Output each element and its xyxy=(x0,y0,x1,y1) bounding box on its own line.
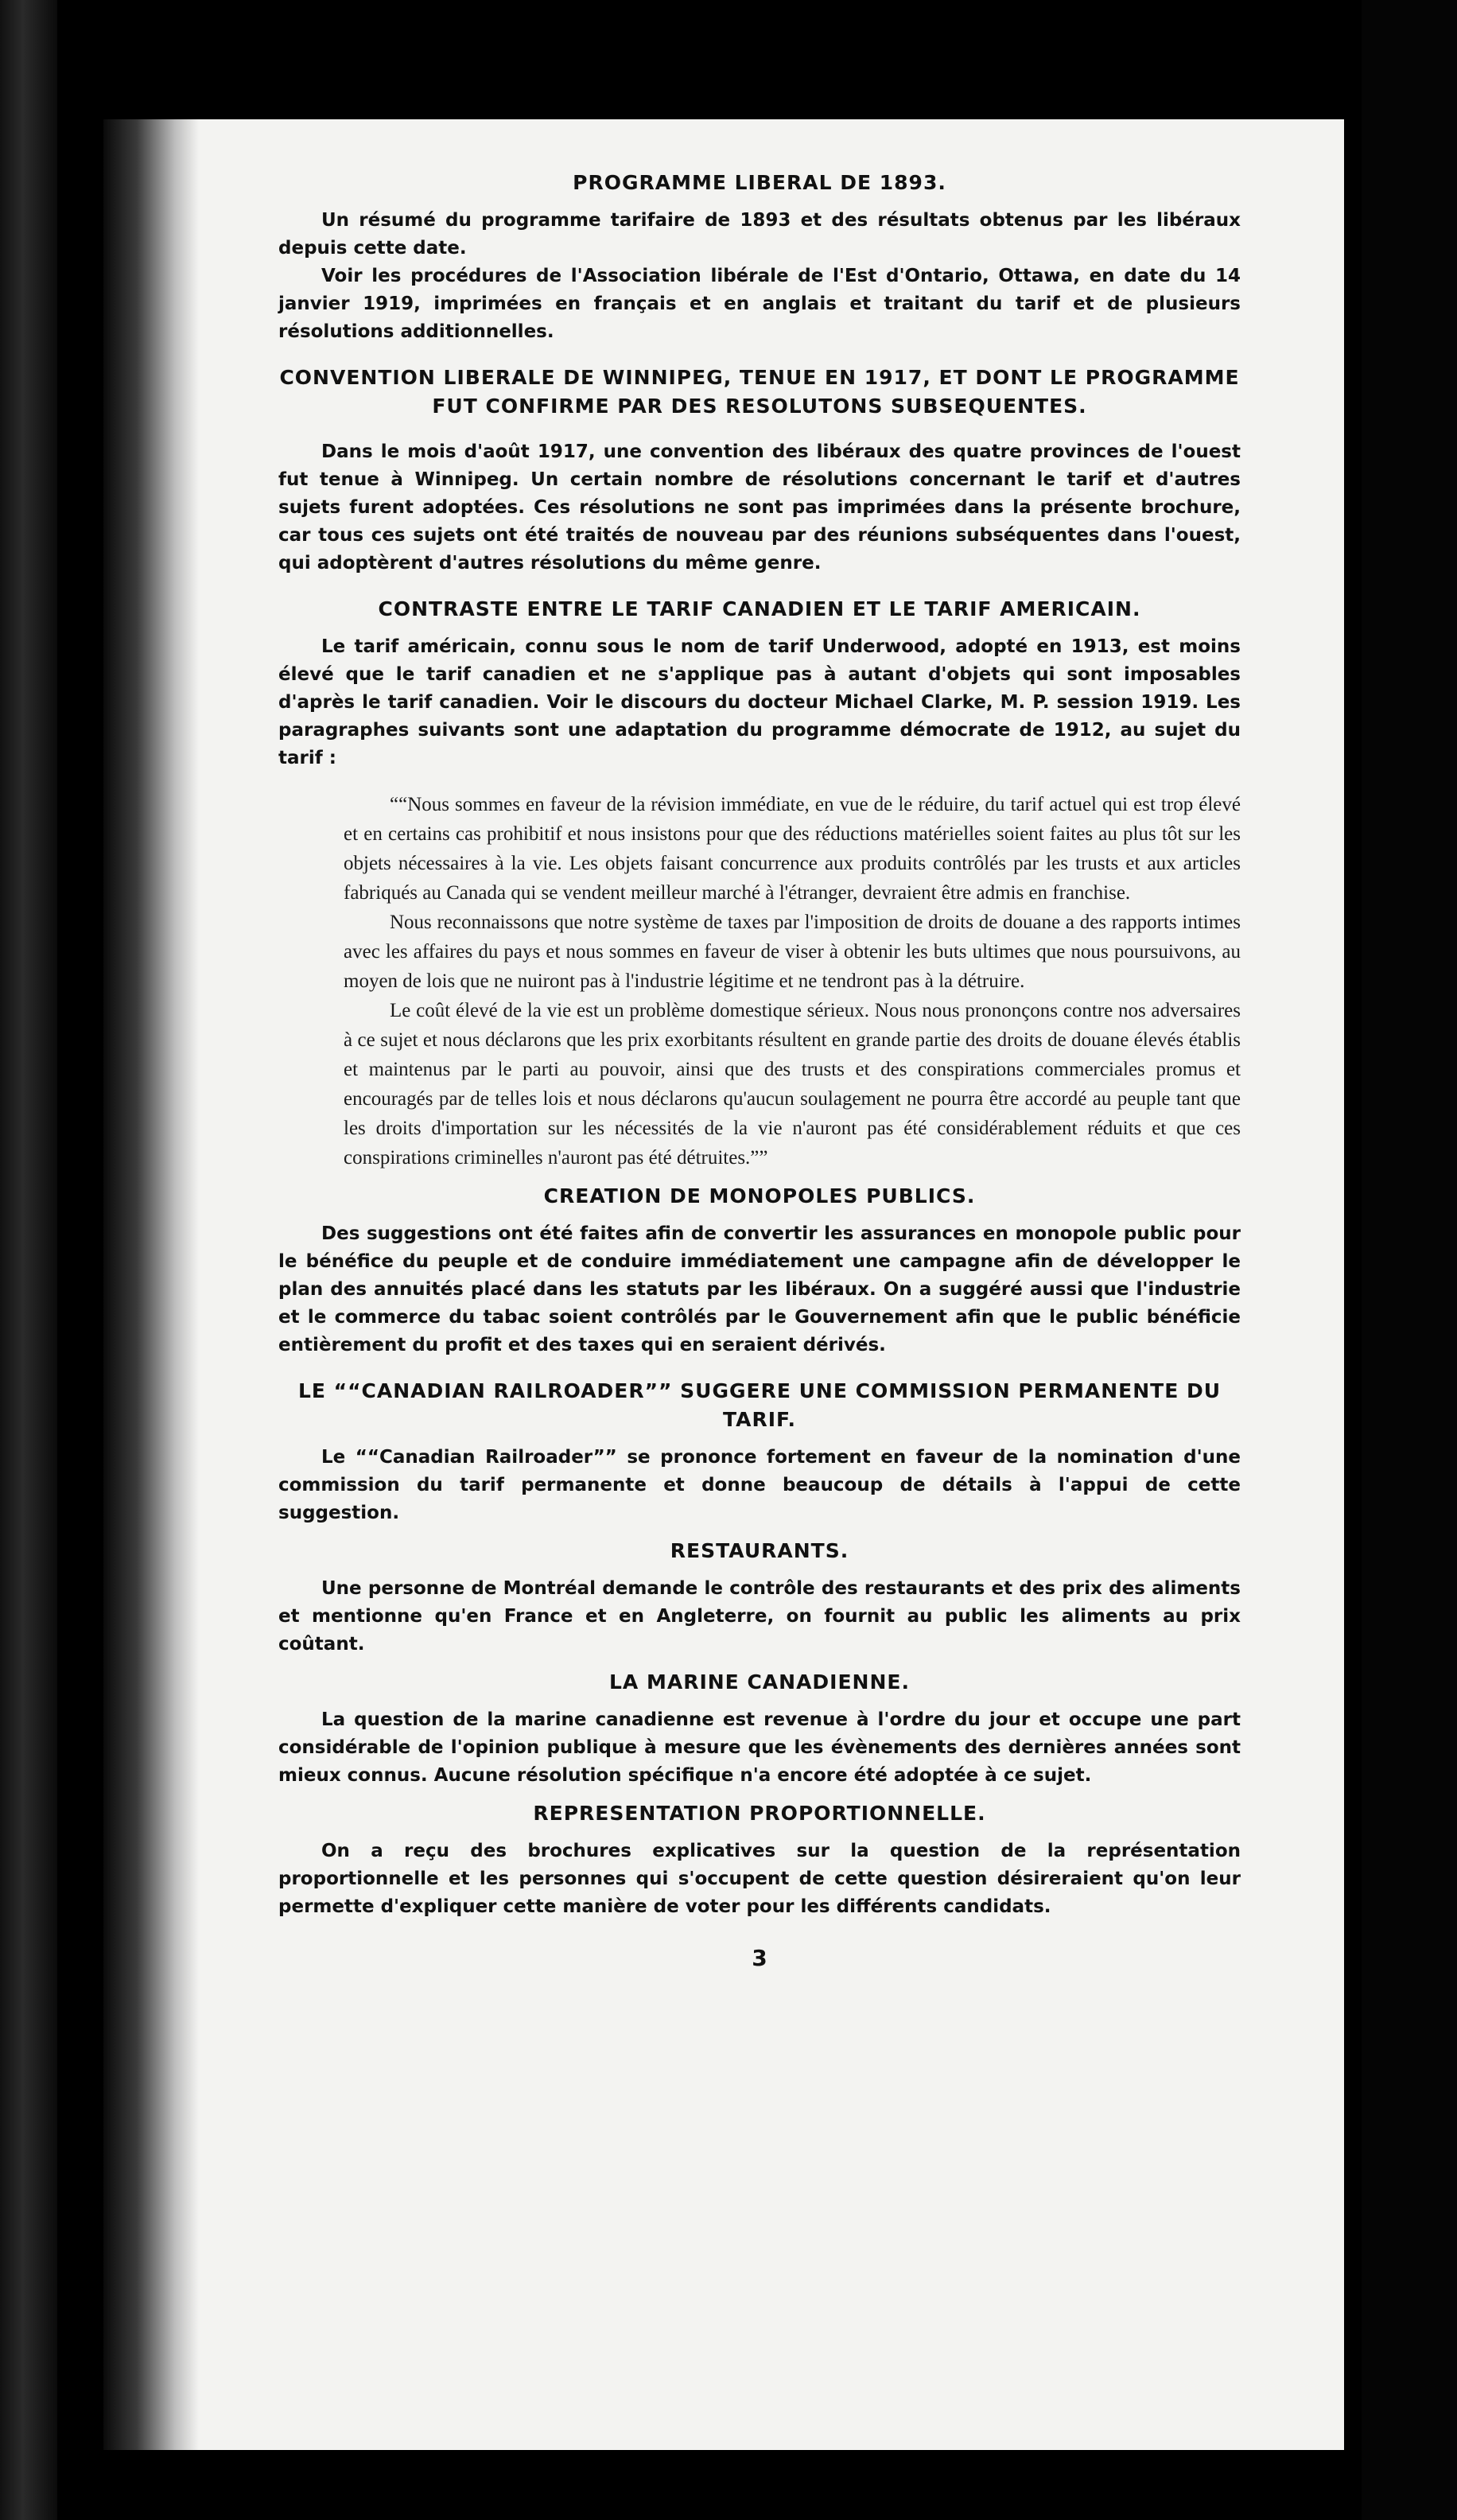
film-border-right xyxy=(1362,0,1457,2520)
quote-paragraph: Nous reconnaissons que notre système de taxes par l'imposition de droits de douane a des rapports intimes avec les affaires du pays et nous sommes en faveur de viser à obtenir les buts ultimes que nous poursuivons, au moyen de lois que ne nuiront pas à l'industrie légitime et ne tendront pas à la détruire. xyxy=(344,912,1241,992)
section-paragraph: Des suggestions ont été faites afin de convertir les assurances en monopole public pour le bénéfice du peuple et de conduire immédiatement une campagne afin de développer le plan des annuités placé dans les statuts par les libéraux. On a suggéré aussi que l'industrie et le commerce du tabac soient contrôlés par le Gouvernement afin que le public bénéficie entièrement du profit et des taxes qui en seraient dérivés. xyxy=(278,1223,1241,1355)
section-heading: CREATION DE MONOPOLES PUBLICS. xyxy=(543,1184,976,1208)
quote-paragraph: Le coût élevé de la vie est un problème domestique sérieux. Nous nous prononçons contre nos adversaires à ce sujet et nous déclarons que les prix exorbitants résultent en grande partie des droits de douane élevés établis et maintenus par le parti au pouvoir, ainsi que des trusts et des conspirations commerciales promus et encouragés par de telles lois et nous déclarons qu'aucun soulagement ne pourra être accordé au peuple tant que les droits d'importation sur les nécessités de la vie n'auront pas été considérablement réduits et que ces conspirations criminelles n'auront pas été détruites.”” xyxy=(344,1000,1241,1169)
document-page xyxy=(103,119,1344,2450)
section-heading: RESTAURANTS. xyxy=(670,1539,849,1562)
page-number: 3 xyxy=(752,1945,767,1971)
section-heading: LE ““CANADIAN RAILROADER”” SUGGERE UNE COMMISSION PERMANENTE DU TARIF. xyxy=(297,1379,1222,1431)
page-content xyxy=(278,169,1241,1971)
page-binding-shadow xyxy=(103,119,199,2450)
section-heading: PROGRAMME LIBERAL DE 1893. xyxy=(573,171,946,194)
section-heading: LA MARINE CANADIENNE. xyxy=(609,1670,910,1694)
section-paragraph: Un résumé du programme tarifaire de 1893 et des résultats obtenus par les libéraux depuis cette date. xyxy=(278,210,1241,259)
section-heading: CONVENTION LIBERALE DE WINNIPEG, TENUE EN 1917, ET DONT LE PROGRAMME FUT CONFIRME PAR DES RESOLUTONS SUBSEQUENTES. xyxy=(279,366,1240,418)
quote-paragraph: ““Nous sommes en faveur de la révision immédiate, en vue de le réduire, du tarif actuel qui est trop élevé et en certains cas prohibitif et nous insistons pour que des réductions matérielles soient faites au plus tôt sur les objets nécessaires à la vie. Les objets faisant concurrence aux produits contrôlés par les trusts et aux articles fabriqués au Canada qui se vendent meilleur marché à l'étranger, devraient être admis en franchise. xyxy=(344,794,1241,904)
film-border-left xyxy=(0,0,57,2520)
section-paragraph: La question de la marine canadienne est revenue à l'ordre du jour et occupe une part considérable de l'opinion publique à mesure que les évènements des dernières années sont mieux connus. Aucune résolution spécifique n'a encore été adoptée à ce sujet. xyxy=(278,1709,1241,1786)
section-heading: CONTRASTE ENTRE LE TARIF CANADIEN ET LE TARIF AMERICAIN. xyxy=(378,597,1141,620)
section-paragraph: Une personne de Montréal demande le contrôle des restaurants et des prix des aliments et mentionne qu'en France et en Angleterre, on fournit au public les aliments au prix coûtant. xyxy=(278,1578,1241,1655)
section-paragraph: Le ““Canadian Railroader”” se prononce fortement en faveur de la nomination d'une commission du tarif permanente et donne beaucoup de détails à l'appui de cette suggestion. xyxy=(278,1447,1241,1523)
section-paragraph: Dans le mois d'août 1917, une convention des libéraux des quatre provinces de l'ouest fut tenue à Winnipeg. Un certain nombre de résolutions concernant le tarif et d'autres sujets furent adoptées. Ces résolutions ne sont pas imprimées dans la présente brochure, car tous ces sujets ont été traités de nouveau par des réunions subséquentes dans l'ouest, qui adoptèrent d'autres résolutions du même genre. xyxy=(278,441,1241,574)
section-paragraph: Voir les procédures de l'Association libérale de l'Est d'Ontario, Ottawa, en date du 14 janvier 1919, imprimées en français et en anglais et traitant du tarif et de plusieurs résolutions additionnelles. xyxy=(278,266,1241,342)
section-paragraph: Le tarif américain, connu sous le nom de tarif Underwood, adopté en 1913, est moins élevé que le tarif canadien et ne s'applique pas à autant d'objets qui sont imposables d'après le tarif canadien. Voir le discours du docteur Michael Clarke, M. P. session 1919. Les paragraphes suivants sont une adaptation du programme démocrate de 1912, au sujet du tarif : xyxy=(278,636,1241,768)
section-paragraph: On a reçu des brochures explicatives sur la question de la représentation proportionnelle et les personnes qui s'occupent de cette question désireraient qu'on leur permette d'expliquer cette manière de voter pour les différents candidats. xyxy=(278,1841,1241,1917)
section-heading: REPRESENTATION PROPORTIONNELLE. xyxy=(533,1802,986,1825)
